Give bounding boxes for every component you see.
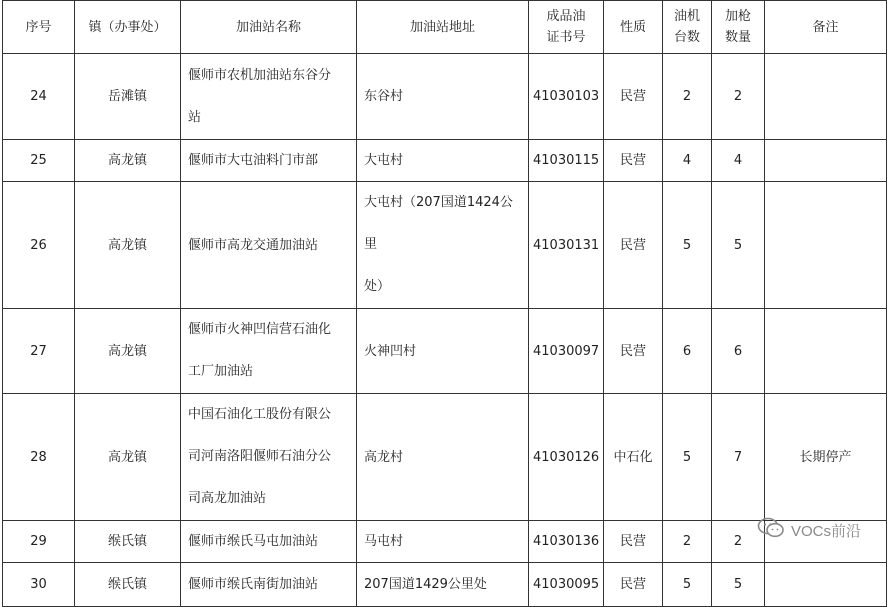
- cell-machines: 2: [663, 54, 712, 140]
- cell-station-line: 工厂加油站: [188, 364, 254, 379]
- cell-station: [181, 54, 357, 140]
- cell-cert: 41030136: [529, 521, 604, 563]
- header-cert: [529, 1, 604, 54]
- cell-station: [181, 521, 357, 563]
- cell-remark: [765, 140, 887, 182]
- cell-nature: 民营: [604, 54, 663, 140]
- cell-cert: 41030103: [529, 54, 604, 140]
- header-machines-line1: 油机: [673, 9, 700, 24]
- cell-machines: 5: [663, 394, 712, 521]
- cell-machines: 5: [663, 563, 712, 607]
- cell-station-line: 偃师市火神凹信营石油化: [188, 322, 332, 337]
- cell-address-line: 高龙村: [364, 449, 404, 465]
- cell-station-line: 司河南洛阳偃师石油分公: [188, 449, 332, 464]
- cell-cert: 41030115: [529, 140, 604, 182]
- header-cert-line1: 成品油: [546, 9, 586, 24]
- header-cert-line2: 证书号: [546, 30, 586, 45]
- cell-remark: 长期停产: [765, 394, 887, 521]
- cell-cert: 41030131: [529, 182, 604, 309]
- table-row: [3, 140, 887, 182]
- cell-seq: 25: [3, 140, 75, 182]
- header-nature: 性质: [604, 1, 663, 54]
- cell-nature: 民营: [604, 563, 663, 607]
- cell-address: [357, 140, 529, 182]
- cell-seq: 28: [3, 394, 75, 521]
- header-address: 加油站地址: [357, 1, 529, 54]
- cell-station: [181, 563, 357, 607]
- cell-nature: 民营: [604, 521, 663, 563]
- cell-address: [357, 182, 529, 309]
- table-row: [3, 394, 887, 521]
- cell-address-line: 处）: [364, 279, 391, 294]
- cell-address-line: 207国道1429公里处: [364, 577, 487, 592]
- cell-address: [357, 521, 529, 563]
- cell-remark: [765, 309, 887, 394]
- cell-address: [357, 309, 529, 394]
- cell-guns: 2: [712, 54, 765, 140]
- cell-station: [181, 140, 357, 182]
- header-guns-line2: 数量: [724, 30, 751, 45]
- cell-guns: 5: [712, 182, 765, 309]
- gas-station-table: [2, 0, 887, 607]
- cell-nature: 民营: [604, 309, 663, 394]
- cell-nature: 民营: [604, 182, 663, 309]
- cell-town: 缑氏镇: [75, 521, 181, 563]
- cell-cert: 41030097: [529, 309, 604, 394]
- cell-town: 高龙镇: [75, 394, 181, 521]
- cell-guns: 5: [712, 563, 765, 607]
- header-remark: 备注: [765, 1, 887, 54]
- cell-machines: 4: [663, 140, 712, 182]
- cell-address: [357, 563, 529, 607]
- cell-address-line: 东谷村: [364, 89, 404, 104]
- cell-station-line: 站: [188, 109, 202, 125]
- cell-machines: 2: [663, 521, 712, 563]
- cell-cert: 41030095: [529, 563, 604, 607]
- table-row: [3, 309, 887, 394]
- header-machines-line2: 台数: [673, 30, 700, 45]
- cell-seq: 30: [3, 563, 75, 607]
- cell-station: [181, 394, 357, 521]
- cell-address-line: 大屯村（207国道1424公里: [364, 195, 513, 252]
- cell-station-line: 偃师市缑氏南街加油站: [188, 577, 319, 592]
- cell-town: 高龙镇: [75, 182, 181, 309]
- cell-station-line: 偃师市农机加油站东谷分: [188, 67, 332, 83]
- cell-nature: 中石化: [604, 394, 663, 521]
- header-machines: [663, 1, 712, 54]
- cell-seq: 24: [3, 54, 75, 140]
- cell-remark: [765, 54, 887, 140]
- cell-guns: 2: [712, 521, 765, 563]
- header-guns-line1: 加枪: [724, 9, 751, 24]
- cell-station-line: 中国石油化工股份有限公: [188, 407, 332, 422]
- cell-station-line: 司高龙加油站: [188, 491, 267, 506]
- cell-guns: 4: [712, 140, 765, 182]
- cell-remark: [765, 182, 887, 309]
- cell-station-line: 偃师市高龙交通加油站: [188, 237, 319, 253]
- cell-guns: 7: [712, 394, 765, 521]
- header-station: 加油站名称: [181, 1, 357, 54]
- cell-station: [181, 309, 357, 394]
- table-row: [3, 182, 887, 309]
- cell-address: [357, 394, 529, 521]
- wechat-icon: [757, 517, 785, 543]
- cell-town: 岳滩镇: [75, 54, 181, 140]
- cell-address-line: 火神凹村: [364, 343, 417, 359]
- cell-town: 高龙镇: [75, 309, 181, 394]
- cell-cert: 41030126: [529, 394, 604, 521]
- cell-address-line: 马屯村: [364, 534, 404, 549]
- cell-station-line: 偃师市大屯油料门市部: [188, 153, 319, 168]
- cell-address-line: 大屯村: [364, 153, 404, 168]
- cell-machines: 5: [663, 182, 712, 309]
- watermark: [757, 517, 861, 543]
- cell-seq: 26: [3, 182, 75, 309]
- cell-station-line: 偃师市缑氏马屯加油站: [188, 534, 319, 549]
- cell-town: 缑氏镇: [75, 563, 181, 607]
- table-row: [3, 54, 887, 140]
- table-row: [3, 521, 887, 563]
- cell-seq: 29: [3, 521, 75, 563]
- watermark-text: VOCs前沿: [790, 522, 861, 540]
- header-town: 镇（办事处）: [75, 1, 181, 54]
- header-seq: 序号: [3, 1, 75, 54]
- header-guns: [712, 1, 765, 54]
- table-row: [3, 563, 887, 607]
- cell-station: [181, 182, 357, 309]
- cell-machines: 6: [663, 309, 712, 394]
- cell-town: 高龙镇: [75, 140, 181, 182]
- header-row: [3, 1, 887, 54]
- cell-remark: [765, 563, 887, 607]
- cell-address: [357, 54, 529, 140]
- cell-seq: 27: [3, 309, 75, 394]
- cell-nature: 民营: [604, 140, 663, 182]
- cell-guns: 6: [712, 309, 765, 394]
